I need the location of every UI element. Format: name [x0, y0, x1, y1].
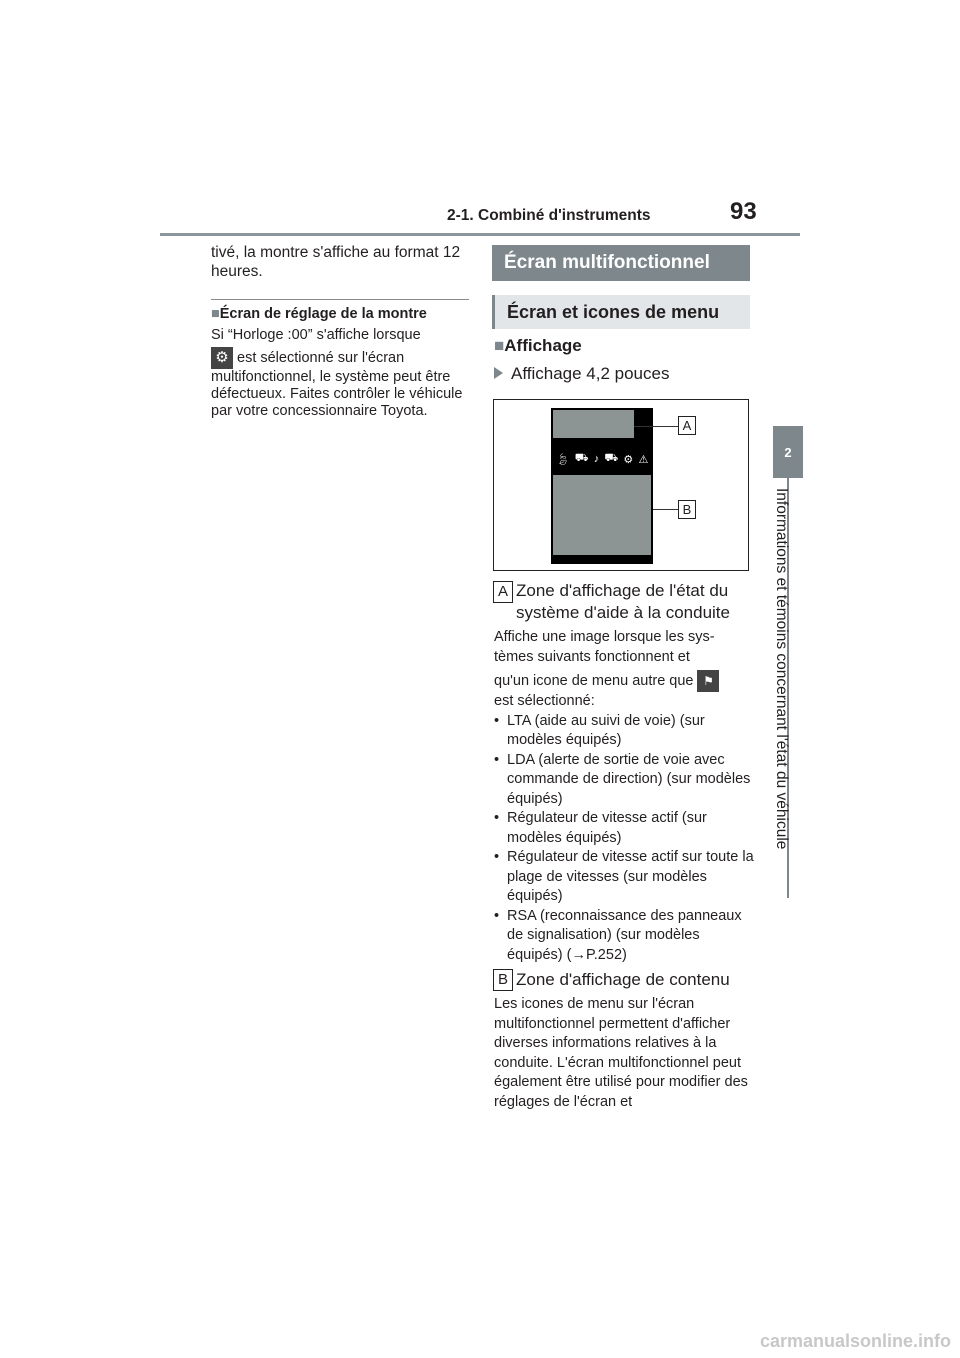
- list-item: • RSA (reconnaissance des panneaux de signalisation) (sur modèles équipés) (→P.252): [494, 907, 754, 966]
- display-size-text: Affichage 4,2 pouces: [511, 364, 670, 383]
- clock-paragraph-rest: est sélectionné sur l'écran multifonctionnel, le système peut être défectueux. Faites contrôler le véhicule par votre concessionnaire Toyota.: [211, 349, 463, 419]
- display-heading: [494, 336, 582, 356]
- car-assist-icon: ⛟: [574, 452, 589, 464]
- triangle-bullet-icon: [494, 367, 503, 379]
- chapter-title: Informations et témoins concernant l'état du véhicule: [773, 488, 790, 850]
- item-b-title: Zone d'affichage de contenu: [516, 970, 730, 989]
- settings-gear-icon: [211, 347, 233, 369]
- item-a-title-line2: système d'aide à la conduite: [516, 603, 730, 622]
- chapter-tab: [773, 426, 803, 478]
- heading-marker: ■: [211, 306, 220, 322]
- clock-paragraph-line1: Si “Horloge :00” s'affiche lorsque: [211, 327, 421, 343]
- callout-line-b: [653, 509, 678, 510]
- callout-label-a: A: [678, 416, 696, 435]
- display-size-subheading: [494, 364, 669, 384]
- system-list: [494, 712, 754, 966]
- item-a-label: A: [493, 581, 513, 603]
- continued-paragraph: tivé, la montre s'affiche au format 12 heures.: [211, 244, 461, 280]
- item-a-intro-line3: qu'un icone de menu autre que: [494, 672, 694, 689]
- clock-setting-heading-text: Écran de réglage de la montre: [219, 306, 427, 322]
- callout-label-b: B: [678, 500, 696, 519]
- list-item: • Régulateur de vitesse actif sur toute la plage de vitesses (sur modèles équipés): [494, 848, 754, 907]
- display-heading-text: Affichage: [504, 336, 582, 355]
- leaf-icon: 🍃︎: [555, 453, 570, 466]
- clock-setting-heading: [211, 306, 427, 322]
- sub-banner: Écran et icones de menu: [492, 295, 750, 329]
- item-b-body: Les icones de menu sur l'écran multifonctionnel permettent d'afficher diverses informations relatives à la conduite. L'écran multifonctionnel peut également être utilisé pour modifier des réglages de l'écran et: [494, 996, 748, 1110]
- gear-icon: ⚙: [623, 453, 634, 466]
- item-a-intro-line1: Affiche une image lorsque les sys-: [494, 629, 715, 645]
- menu-icon-row: [553, 450, 651, 468]
- item-a-intro-line4: est sélectionné:: [494, 693, 595, 709]
- item-a-body: [494, 628, 754, 965]
- watermark: carmanualsonline.info: [760, 1331, 952, 1351]
- page-number: 93: [730, 198, 757, 225]
- list-item: • LTA (aide au suivi de voie) (sur modèles équipés): [494, 712, 754, 751]
- section-banner: Écran multifonctionnel: [492, 245, 750, 281]
- section-title: 2-1. Combiné d'instruments: [447, 207, 651, 224]
- callout-line-a: [634, 426, 678, 427]
- heading-marker: ■: [494, 336, 505, 355]
- item-a-intro-line2: tèmes suivants fonctionnent et: [494, 648, 690, 665]
- chapter-number: 2: [784, 444, 792, 460]
- clock-setting-paragraph: [211, 327, 473, 420]
- item-a-title-line1: Zone d'affichage de l'état du: [516, 581, 729, 600]
- car-info-icon: ⛟: [604, 452, 619, 464]
- list-item: • Régulateur de vitesse actif (sur modèles équipés): [494, 809, 754, 848]
- music-icon: ♪: [593, 453, 600, 465]
- warning-icon: ⚠: [638, 453, 649, 466]
- screen-zone-b: [553, 475, 651, 555]
- list-item: • LDA (alerte de sortie de voie avec commande de direction) (sur modèles équipés): [494, 751, 754, 810]
- driving-assist-menu-icon: [697, 670, 719, 692]
- item-b-label: B: [493, 969, 513, 991]
- header-rule: [160, 233, 800, 236]
- subheading-rule: [211, 299, 469, 300]
- screen-zone-a: [553, 410, 634, 438]
